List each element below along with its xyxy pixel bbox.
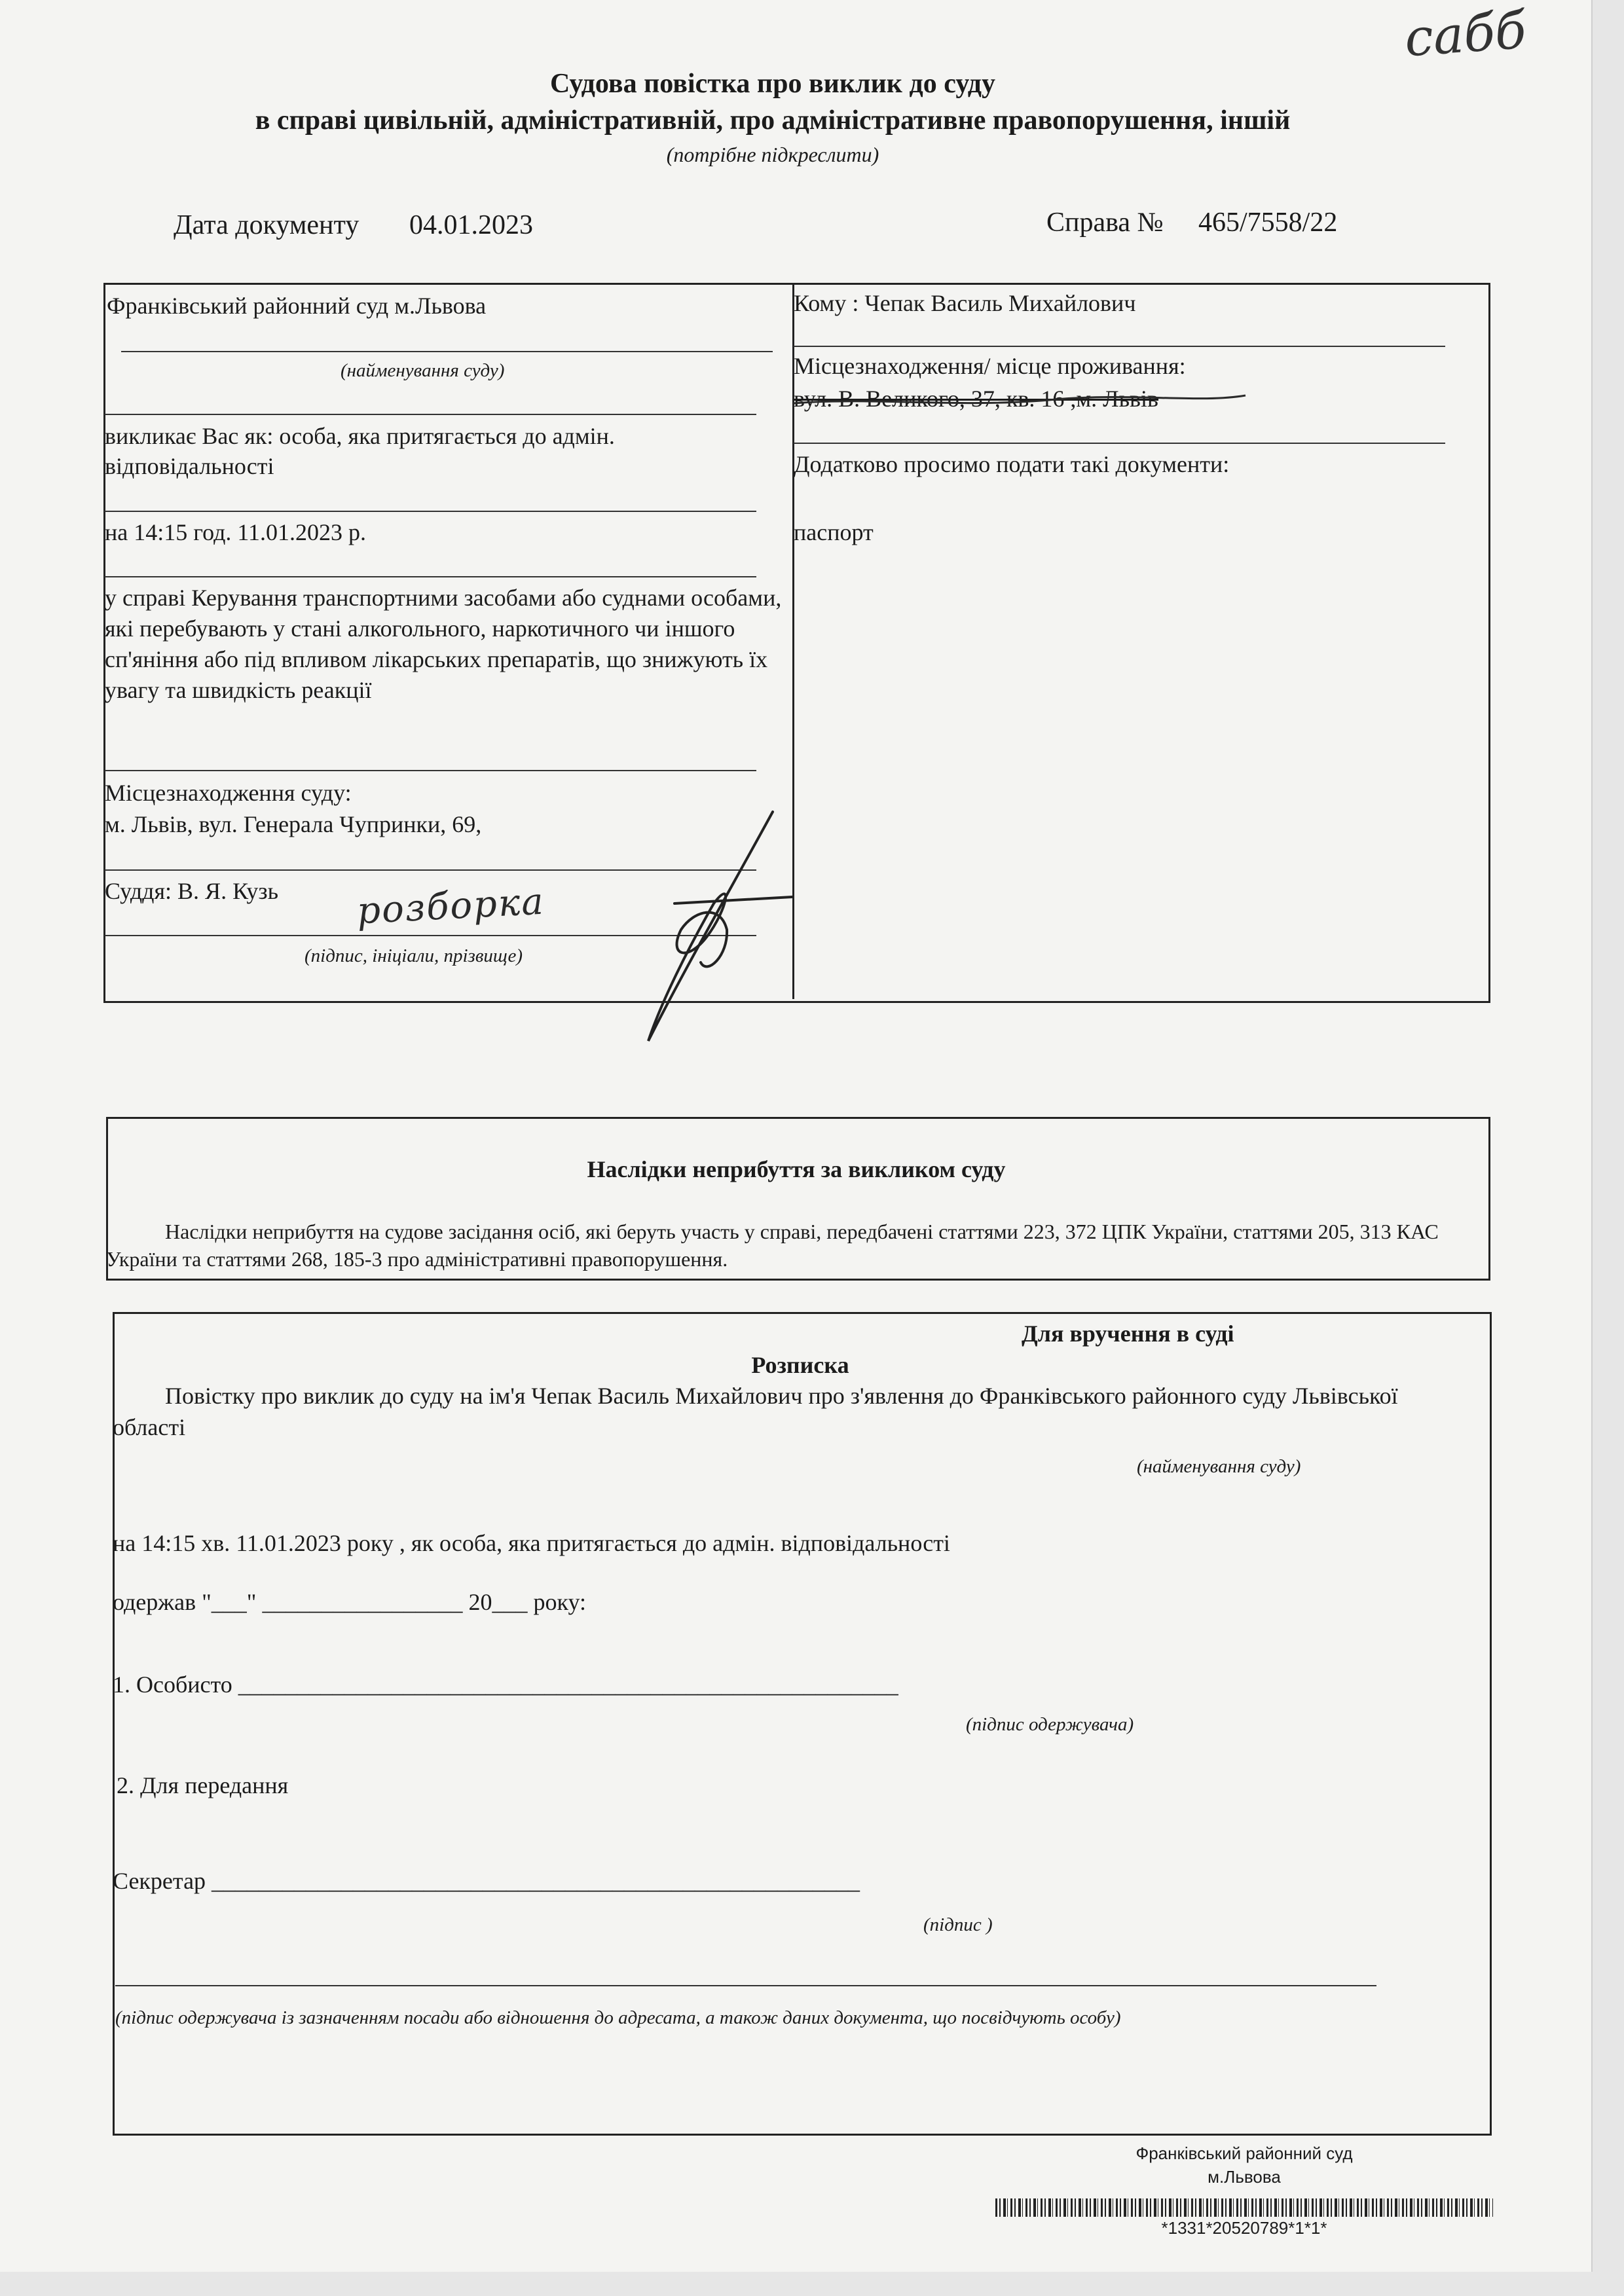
rule bbox=[794, 443, 1445, 444]
rule bbox=[105, 770, 756, 771]
receipt-text: Повістку про виклик до суду на ім'я Чепак Василь Михайлович про з'явлення до Франківського районного суду Львівської області bbox=[113, 1383, 1398, 1440]
calls-as: викликає Вас як: особа, яка притягається до адмін. відповідальності bbox=[105, 423, 615, 479]
consequences-title: Наслідки неприбуття за викликом суду bbox=[587, 1156, 1006, 1182]
rule bbox=[794, 346, 1445, 347]
receipt-court-hint: (найменування суду) bbox=[1137, 1456, 1301, 1477]
extra-docs-label: Додатково просимо подати такі документи: bbox=[794, 451, 1230, 477]
court-name: Франківський районний суд м.Львова bbox=[107, 293, 487, 319]
residence-label: Місцезнаходження/ місце проживання: bbox=[794, 353, 1186, 379]
corner-handwritten-note: сабб bbox=[1403, 1, 1528, 69]
secretary-signature-hint: (підпис ) bbox=[923, 1914, 993, 1935]
page-title-line2: в справі цивільній, адміністративній, про адміністративне правопорушення, іншій bbox=[255, 105, 1291, 136]
personally-line: 1. Особисто ________________________________________________________ bbox=[113, 1671, 898, 1698]
received-line: одержав "___" _________________ 20___ року: bbox=[113, 1589, 587, 1615]
rule bbox=[105, 511, 756, 512]
for-court-label: Для вручення в суді bbox=[1022, 1321, 1234, 1347]
case-label: Справа № bbox=[1046, 208, 1164, 238]
recipient: Кому : Чепак Василь Михайлович bbox=[794, 290, 1136, 316]
extra-docs: паспорт bbox=[794, 519, 874, 545]
case-subject: у справі Керування транспортними засобами або суднами особами, які перебувають у стані алкогольного, наркотичного чи іншого сп'яніння або під впливом лікарських препаратів, що знижують їх увагу та швидкість реакції bbox=[105, 585, 782, 703]
residence: вул. В. Великого, 37, кв. 16 ,м. Львів bbox=[794, 386, 1159, 412]
judge-signature bbox=[576, 805, 812, 1054]
doc-date: 04.01.2023 bbox=[409, 210, 533, 240]
handwritten-note: розборка bbox=[356, 880, 546, 933]
page-title-line1: Судова повістка про виклик до суду bbox=[550, 69, 995, 99]
rule bbox=[105, 576, 756, 577]
receipt-title: Розписка bbox=[751, 1352, 849, 1378]
recipient-signature-hint: (підпис одержувача) bbox=[966, 1714, 1134, 1735]
judge-signature-hint: (підпис, ініціали, прізвище) bbox=[304, 945, 523, 966]
residence-strike-scribble bbox=[794, 384, 1252, 416]
court-location: м. Львів, вул. Генерала Чупринки, 69, bbox=[105, 811, 482, 837]
consequences-text: Наслідки неприбуття на судове засідання осіб, які беруть участь у справі, передбачені статтями 223, 372 ЦПК України, статтями 205, 313 КАС України та статтями 268, 185-3 про адміністративні правопорушення. bbox=[106, 1220, 1439, 1271]
court-name-hint: (найменування суду) bbox=[341, 360, 505, 381]
secretary-line: Секретар _______________________________________________________ bbox=[113, 1868, 860, 1894]
case-number: 465/7558/22 bbox=[1198, 208, 1338, 238]
for-transfer: 2. Для передання bbox=[117, 1772, 289, 1798]
court-location-label: Місцезнаходження суду: bbox=[105, 780, 352, 806]
doc-date-label: Дата документу bbox=[174, 210, 360, 240]
receipt-footer-hint: (підпис одержувача із зазначенням посади або відношення до адресата, а також даних документа, що посвідчують особу) bbox=[115, 2007, 1121, 2028]
stamp-line1: Франківський районний суд bbox=[1135, 2143, 1353, 2163]
stamp-line2: м.Львова bbox=[1208, 2167, 1281, 2187]
rule bbox=[115, 1985, 1376, 1986]
receipt-time-line: на 14:15 хв. 11.01.2023 року , як особа, яка притягається до адмін. відповідальності bbox=[113, 1530, 950, 1556]
title-hint: (потрібне підкреслити) bbox=[666, 143, 879, 166]
rule bbox=[121, 351, 773, 352]
rule bbox=[105, 414, 756, 415]
judge: Суддя: В. Я. Кузь bbox=[105, 878, 279, 904]
barcode bbox=[995, 2198, 1493, 2217]
hearing-time: на 14:15 год. 11.01.2023 р. bbox=[105, 519, 367, 545]
barcode-text: *1331*20520789*1*1* bbox=[1161, 2218, 1327, 2238]
